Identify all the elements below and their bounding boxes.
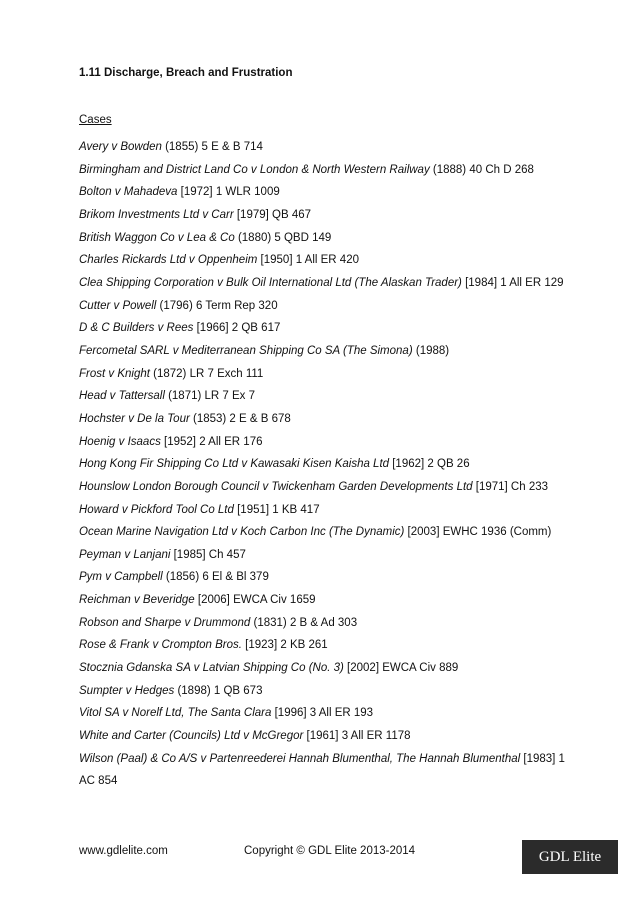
case-name: Hounslow London Borough Council v Twickenham Garden Developments Ltd	[79, 480, 473, 493]
case-list	[79, 136, 579, 793]
case-citation: [1984] 1 All ER 129	[461, 276, 564, 289]
case-name: Clea Shipping Corporation v Bulk Oil International Ltd (The Alaskan Trader)	[79, 276, 462, 289]
case-entry	[79, 317, 579, 340]
case-name: Reichman v Beveridge	[79, 594, 195, 607]
case-entry	[79, 476, 579, 499]
brand-logo	[522, 840, 618, 874]
case-name: Fercometal SARL v Mediterranean Shipping Co SA (The Simona)	[79, 344, 413, 357]
section-heading: 1.11 Discharge, Breach and Frustration	[79, 67, 293, 79]
case-name: D & C Builders v Rees	[79, 322, 194, 335]
case-citation: [1966] 2 QB 617	[193, 322, 281, 335]
case-name: Robson and Sharpe v Drummond	[79, 616, 251, 629]
case-citation: [2003] EWHC 1936 (Comm)	[404, 526, 552, 539]
case-name: White and Carter (Councils) Ltd v McGregor	[79, 730, 304, 743]
case-citation: [1952] 2 All ER 176	[160, 435, 263, 448]
case-entry	[79, 249, 579, 272]
case-citation: [1972] 1 WLR 1009	[177, 186, 280, 199]
case-citation: [1979] QB 467	[233, 208, 312, 221]
case-citation: (1855) 5 E & B 714	[161, 141, 263, 153]
case-name: Pym v Campbell	[79, 571, 163, 584]
case-entry	[79, 453, 579, 476]
case-entry	[79, 748, 579, 793]
case-citation: (1831) 2 B & Ad 303	[250, 616, 358, 629]
case-citation: [1961] 3 All ER 1178	[303, 730, 411, 743]
case-name: Birmingham and District Land Co v London & North Western Railway	[79, 163, 430, 176]
case-citation: (1880) 5 QBD 149	[234, 231, 332, 244]
case-name: British Waggon Co v Lea & Co	[79, 231, 235, 244]
case-entry	[79, 408, 579, 431]
cases-label: Cases	[79, 114, 112, 126]
case-name: Hochster v De la Tour	[79, 412, 190, 425]
case-entry	[79, 340, 579, 363]
case-name: Stocznia Gdanska SA v Latvian Shipping Co (No. 3)	[79, 662, 344, 675]
case-citation: (1856) 6 El & Bl 379	[162, 571, 269, 584]
case-citation: [2002] EWCA Civ 889	[343, 662, 459, 675]
case-citation: (1888) 40 Ch D 268	[429, 163, 534, 176]
case-citation: [1951] 1 KB 417	[233, 503, 320, 516]
case-name: Wilson (Paal) & Co A/S v Partenreederei Hannah Blumenthal, The Hannah Blumenthal	[79, 752, 521, 765]
case-entry	[79, 544, 579, 567]
case-entry	[79, 499, 579, 522]
case-name: Hoenig v Isaacs	[79, 435, 161, 448]
case-entry	[79, 702, 579, 725]
case-name: Head v Tattersall	[79, 390, 165, 403]
case-entry	[79, 634, 579, 657]
case-entry	[79, 204, 579, 227]
case-name: Charles Rickards Ltd v Oppenheim	[79, 254, 258, 267]
case-entry	[79, 566, 579, 589]
case-citation: [1962] 2 QB 26	[389, 458, 470, 471]
case-name: Cutter v Powell	[79, 299, 157, 312]
case-citation: [1923] 2 KB 261	[241, 639, 328, 652]
case-entry	[79, 657, 579, 680]
case-citation: [1983] 1 AC 854	[79, 752, 565, 788]
case-citation: (1796) 6 Term Rep 320	[156, 299, 278, 312]
case-entry	[79, 431, 579, 454]
case-citation: (1898) 1 QB 673	[174, 684, 263, 697]
case-citation: [1950] 1 All ER 420	[257, 254, 359, 267]
case-citation: (1853) 2 E & B 678	[189, 412, 291, 425]
case-citation: [1996] 3 All ER 193	[271, 707, 374, 720]
case-citation: (1988)	[412, 344, 450, 357]
case-citation: [1985] Ch 457	[170, 548, 246, 561]
footer-website: www.gdlelite.com	[79, 845, 168, 857]
case-entry	[79, 521, 579, 544]
case-name: Howard v Pickford Tool Co Ltd	[79, 503, 234, 516]
case-citation: [1971] Ch 233	[472, 480, 549, 493]
case-entry	[79, 612, 579, 635]
footer-copyright: Copyright © GDL Elite 2013-2014	[244, 845, 416, 857]
case-name: Frost v Knight	[79, 367, 150, 380]
case-entry	[79, 363, 579, 386]
case-entry	[79, 272, 579, 295]
case-entry	[79, 136, 579, 159]
case-citation: [2006] EWCA Civ 1659	[194, 594, 316, 607]
case-entry	[79, 385, 579, 408]
case-name: Rose & Frank v Crompton Bros.	[79, 639, 242, 652]
case-entry	[79, 680, 579, 703]
case-name: Sumpter v Hedges	[79, 684, 175, 697]
case-entry	[79, 589, 579, 612]
case-name: Ocean Marine Navigation Ltd v Koch Carbon Inc (The Dynamic)	[79, 526, 405, 539]
case-citation: (1871) LR 7 Ex 7	[164, 390, 256, 403]
case-name: Brikom Investments Ltd v Carr	[79, 208, 234, 221]
case-name: Vitol SA v Norelf Ltd, The Santa Clara	[79, 707, 272, 720]
case-entry	[79, 295, 579, 318]
case-citation: (1872) LR 7 Exch 111	[149, 367, 264, 380]
case-name: Avery v Bowden	[79, 141, 162, 153]
case-name: Peyman v Lanjani	[79, 548, 171, 561]
case-entry	[79, 181, 579, 204]
case-name: Bolton v Mahadeva	[79, 186, 178, 199]
case-name: Hong Kong Fir Shipping Co Ltd v Kawasaki Kisen Kaisha Ltd	[79, 458, 390, 471]
case-entry	[79, 159, 579, 182]
case-entry	[79, 725, 579, 748]
case-entry	[79, 227, 579, 250]
brand-logo-text: GDL Elite	[538, 848, 602, 865]
